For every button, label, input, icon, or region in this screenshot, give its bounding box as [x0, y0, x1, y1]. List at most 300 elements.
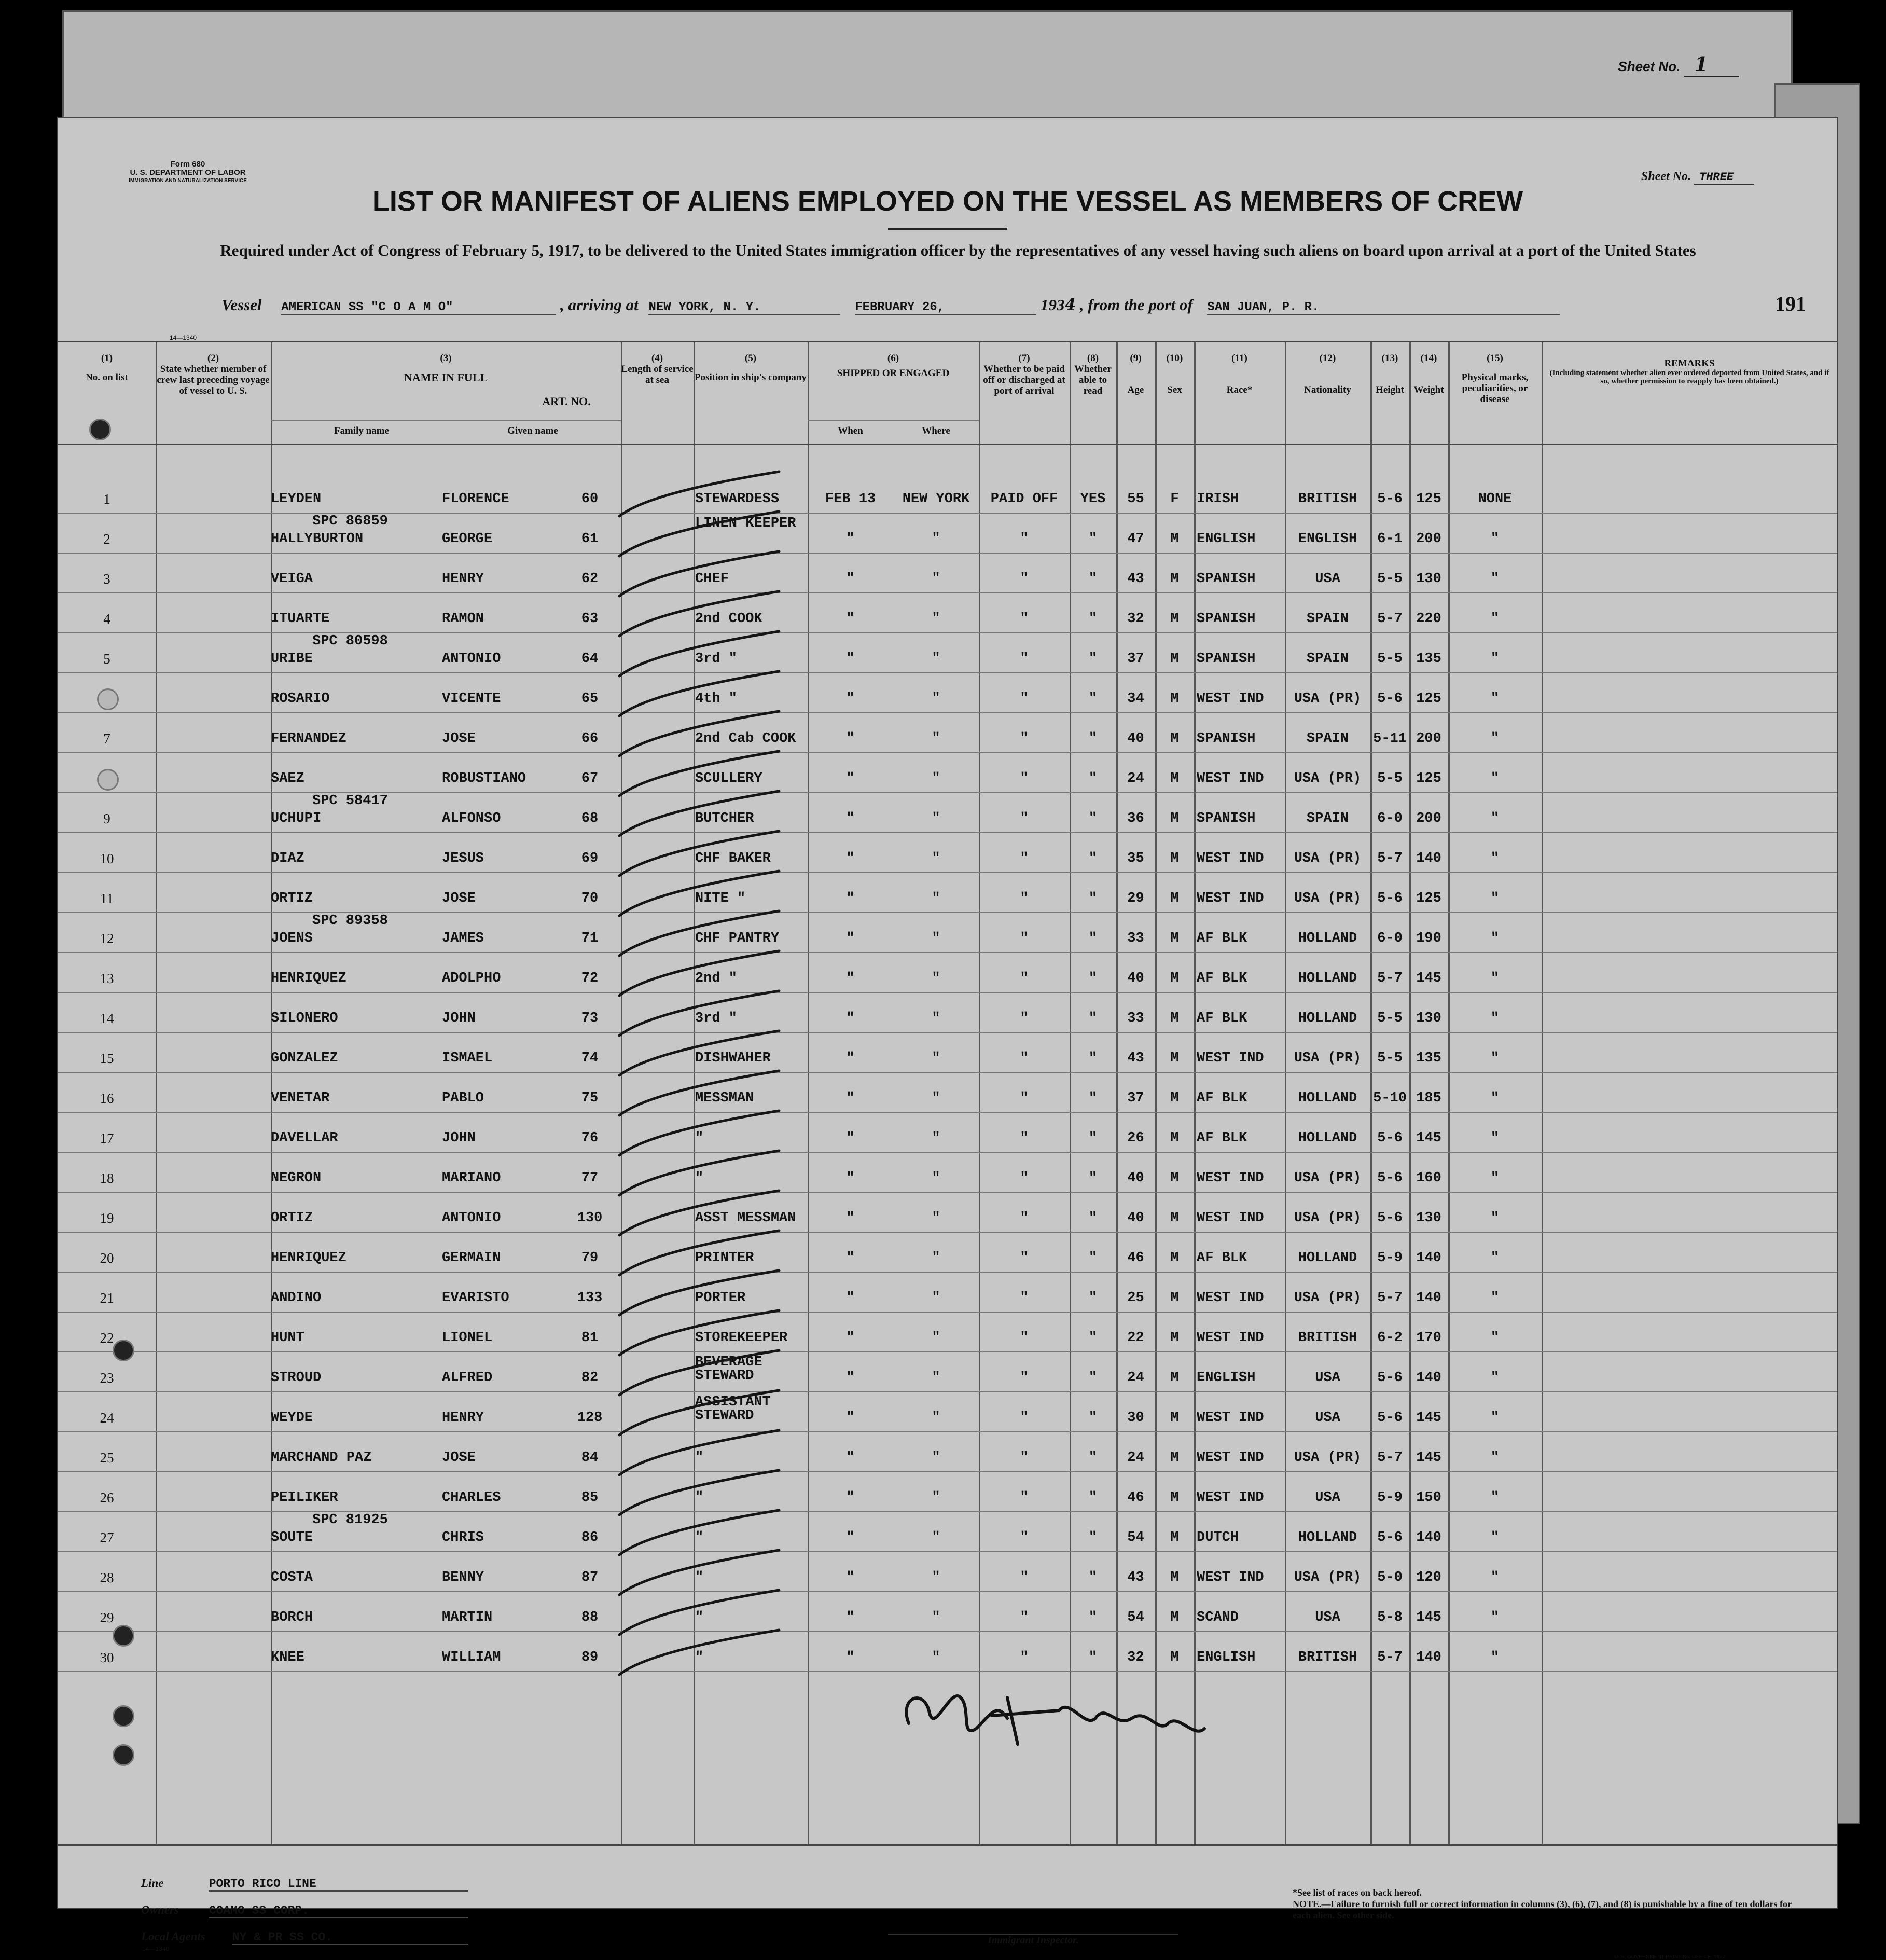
shipped-when: "	[846, 811, 855, 826]
nationality: USA	[1315, 1410, 1340, 1426]
art-number: 85	[581, 1490, 599, 1506]
physical-marks: "	[1490, 1610, 1500, 1625]
races-note: *See list of races on back hereof.	[1293, 1887, 1422, 1898]
given-name: WILLIAM	[442, 1650, 501, 1665]
remarks-header	[1542, 358, 1837, 385]
given-name: JOHN	[442, 1011, 476, 1026]
weight: 220	[1416, 611, 1441, 627]
shipped-when: "	[846, 1210, 855, 1226]
fine-note: NOTE.—Failure to furnish full or correct information in columns (3), (6), (7), and (8) is punishable by a fine of ten dollars for each alien. See other side.	[1293, 1899, 1792, 1921]
col-9-num: (9)	[1130, 353, 1142, 364]
table-row	[58, 1113, 1837, 1153]
table-row	[58, 913, 1837, 953]
row-number: 5	[103, 651, 110, 667]
race: AF BLK	[1197, 971, 1247, 986]
height: 5-7	[1377, 1650, 1403, 1665]
col-7-title: Whether to be paid off or discharged at port of arrival	[983, 364, 1065, 396]
pen-stroke	[613, 1627, 784, 1684]
row-number: 3	[103, 571, 110, 587]
nationality: USA (PR)	[1294, 691, 1362, 707]
able-to-read: "	[1088, 611, 1098, 627]
row-number: 10	[100, 851, 114, 866]
weight: 140	[1416, 1250, 1441, 1266]
col-2-header	[156, 353, 271, 396]
shipped-where: "	[932, 1490, 940, 1506]
given-name: VICENTE	[442, 691, 501, 707]
family-name: WEYDE	[271, 1410, 313, 1426]
line-field	[141, 1876, 468, 1892]
table-row	[58, 1233, 1837, 1273]
printer-imprint: U. S. GOVERNMENT PRINTING OFFICE: 1932	[1614, 1954, 1726, 1960]
physical-marks: "	[1490, 1250, 1500, 1266]
spc-number: SPC 80598	[312, 633, 388, 649]
corner-sheet-no	[1618, 52, 1739, 76]
col-11-header	[1194, 353, 1285, 395]
weight: 145	[1416, 1410, 1441, 1426]
sex: M	[1170, 811, 1179, 826]
shipped-when: "	[846, 1570, 855, 1585]
corner-sheet-value: 1	[1684, 52, 1739, 77]
shipped-where: "	[932, 691, 940, 707]
able-to-read: "	[1088, 811, 1098, 826]
table-row	[58, 713, 1837, 753]
nationality: SPAIN	[1306, 811, 1349, 826]
art-number: 65	[581, 691, 599, 707]
art-number: 89	[581, 1650, 599, 1665]
nationality: ENGLISH	[1298, 531, 1357, 547]
family-name: PEILIKER	[271, 1490, 338, 1506]
able-to-read: "	[1088, 1530, 1098, 1545]
able-to-read: YES	[1080, 491, 1106, 507]
shipped-when: "	[846, 531, 855, 547]
agents-value: NY & PR SS CO.	[232, 1930, 468, 1945]
sex: M	[1170, 1250, 1179, 1266]
age: 55	[1127, 491, 1144, 507]
physical-marks: "	[1490, 931, 1500, 946]
weight: 125	[1416, 491, 1441, 507]
age: 30	[1127, 1410, 1144, 1426]
shipped-subrule	[808, 420, 979, 421]
col-11-num: (11)	[1231, 353, 1247, 364]
col-8-num: (8)	[1087, 353, 1099, 364]
weight: 200	[1416, 811, 1441, 826]
weight: 170	[1416, 1330, 1441, 1346]
race: SPANISH	[1197, 651, 1256, 667]
height: 5-6	[1377, 1210, 1403, 1226]
row-number: 16	[100, 1091, 114, 1106]
family-name: SOUTE	[271, 1530, 313, 1545]
sex: M	[1170, 1530, 1179, 1545]
shipped-when: "	[846, 851, 855, 866]
age: 32	[1127, 611, 1144, 627]
row-number: 9	[103, 811, 110, 826]
shipped-where: "	[932, 1170, 940, 1186]
height: 5-5	[1377, 651, 1403, 667]
art-number: 86	[581, 1530, 599, 1545]
punch-hole	[113, 1744, 134, 1766]
position: PORTER	[695, 1290, 746, 1306]
art-number: 84	[581, 1450, 599, 1466]
nationality: USA (PR)	[1294, 851, 1362, 866]
paid-off: "	[1020, 1330, 1029, 1346]
row-number: 23	[100, 1370, 114, 1386]
nationality: BRITISH	[1298, 1330, 1357, 1346]
position: CHF PANTRY	[695, 931, 780, 946]
family-name: COSTA	[271, 1570, 313, 1585]
year-suffix: 4	[1064, 296, 1076, 314]
weight: 145	[1416, 1450, 1441, 1466]
sex: F	[1170, 491, 1179, 507]
paid-off: "	[1020, 971, 1029, 986]
col-3-num: (3)	[440, 353, 452, 364]
vessel-line	[221, 296, 1710, 315]
height: 6-2	[1377, 1330, 1403, 1346]
page-title: LIST OR MANIFEST OF ALIENS EMPLOYED ON THE VESSEL AS MEMBERS OF CREW	[372, 186, 1523, 217]
position: "	[695, 1650, 704, 1665]
race: WEST IND	[1197, 771, 1264, 786]
form-number: Form 680	[170, 160, 205, 169]
table-row	[58, 1193, 1837, 1233]
weight: 145	[1416, 971, 1441, 986]
physical-marks: "	[1490, 1210, 1500, 1226]
weight: 145	[1416, 1130, 1441, 1146]
race: AF BLK	[1197, 1250, 1247, 1266]
physical-marks: "	[1490, 811, 1500, 826]
punch-hole	[113, 1625, 134, 1647]
given-name: GERMAIN	[442, 1250, 501, 1266]
physical-marks: "	[1490, 1170, 1500, 1186]
weight: 200	[1416, 731, 1441, 747]
age: 32	[1127, 1650, 1144, 1665]
paid-off: "	[1020, 691, 1029, 707]
height: 5-6	[1377, 691, 1403, 707]
height: 5-8	[1377, 1610, 1403, 1625]
shipped-where: "	[932, 531, 940, 547]
position: PRINTER	[695, 1250, 754, 1266]
shipped-when: "	[846, 1250, 855, 1266]
race: WEST IND	[1197, 1410, 1264, 1426]
col-14-num: (14)	[1420, 353, 1437, 364]
inspector-label: Immigrant Inspector.	[888, 1934, 1178, 1947]
weight: 140	[1416, 1650, 1441, 1665]
page-number: 191	[1775, 292, 1806, 315]
table-row	[58, 833, 1837, 873]
position: NITE "	[695, 891, 746, 906]
age: 40	[1127, 731, 1144, 747]
art-number: 76	[581, 1130, 599, 1146]
art-number: 68	[581, 811, 599, 826]
physical-marks: "	[1490, 1091, 1500, 1106]
race: SPANISH	[1197, 571, 1256, 587]
height: 5-5	[1377, 771, 1403, 786]
paid-off: "	[1020, 1091, 1029, 1106]
col-6-num: (6)	[887, 353, 899, 364]
table-body	[58, 445, 1837, 1841]
position: "	[695, 1490, 704, 1506]
nationality: BRITISH	[1298, 1650, 1357, 1665]
height: 5-7	[1377, 971, 1403, 986]
nationality: HOLLAND	[1298, 1011, 1357, 1026]
col-8-header	[1070, 353, 1116, 396]
paid-off: "	[1020, 811, 1029, 826]
nationality: USA (PR)	[1294, 1210, 1362, 1226]
physical-marks: "	[1490, 1051, 1500, 1066]
shipped-where: "	[932, 1130, 940, 1146]
sex: M	[1170, 1051, 1179, 1066]
manifest-sheet	[57, 117, 1838, 1960]
weight: 140	[1416, 1530, 1441, 1545]
given-name: CHARLES	[442, 1490, 501, 1506]
row-number: 11	[100, 891, 114, 906]
nationality: SPAIN	[1306, 651, 1349, 667]
race: WEST IND	[1197, 1170, 1264, 1186]
able-to-read: "	[1088, 651, 1098, 667]
nationality: USA	[1315, 571, 1340, 587]
age: 46	[1127, 1250, 1144, 1266]
art-number: 75	[581, 1091, 599, 1106]
arrival-port: NEW YORK, N. Y.	[648, 300, 840, 315]
row-number: 12	[100, 931, 114, 946]
shipped-where: "	[932, 1330, 940, 1346]
given-name: PABLO	[442, 1091, 484, 1106]
row-number: 20	[100, 1250, 114, 1266]
sex: M	[1170, 1450, 1179, 1466]
art-number: 71	[581, 931, 599, 946]
height: 5-9	[1377, 1250, 1403, 1266]
col-4-num: (4)	[651, 353, 663, 364]
service-name: IMMIGRATION AND NATURALIZATION SERVICE	[129, 178, 247, 184]
line-value: PORTO RICO LINE	[209, 1877, 468, 1892]
position: ASST MESSMAN	[695, 1210, 796, 1226]
nationality: HOLLAND	[1298, 1130, 1357, 1146]
col-14-header	[1409, 353, 1448, 395]
art-number: 60	[581, 491, 599, 507]
able-to-read: "	[1088, 1210, 1098, 1226]
col-where-header: Where	[922, 425, 950, 436]
col-1-num: (1)	[101, 353, 113, 364]
position: CHF BAKER	[695, 851, 771, 866]
shipped-when: "	[846, 1450, 855, 1466]
sex: M	[1170, 1130, 1179, 1146]
race: WEST IND	[1197, 1290, 1264, 1306]
shipped-where: "	[932, 1290, 940, 1306]
position: STOREKEEPER	[695, 1330, 788, 1346]
row-number: 2	[103, 531, 110, 547]
family-name: VENETAR	[271, 1091, 330, 1106]
family-name: NEGRON	[271, 1170, 322, 1186]
physical-marks: "	[1490, 531, 1500, 547]
age: 43	[1127, 1570, 1144, 1585]
col-2-title: State whether member of crew last preceding voyage of vessel to U. S.	[157, 364, 270, 396]
height: 5-5	[1377, 1011, 1403, 1026]
family-name: SILONERO	[271, 1011, 338, 1026]
spc-number: SPC 89358	[312, 913, 388, 929]
able-to-read: "	[1088, 1490, 1098, 1506]
col-7-header	[979, 353, 1070, 396]
nationality: HOLLAND	[1298, 1091, 1357, 1106]
age: 33	[1127, 931, 1144, 946]
able-to-read: "	[1088, 1130, 1098, 1146]
height: 5-7	[1377, 1290, 1403, 1306]
physical-marks: "	[1490, 731, 1500, 747]
able-to-read: "	[1088, 851, 1098, 866]
sex: M	[1170, 891, 1179, 906]
col-12-header	[1285, 353, 1370, 395]
nationality: USA	[1315, 1610, 1340, 1625]
art-number: 66	[581, 731, 599, 747]
footer-notes	[1293, 1887, 1811, 1921]
shipped-where: "	[932, 651, 940, 667]
height: 5-6	[1377, 891, 1403, 906]
col-5-header	[694, 353, 808, 383]
able-to-read: "	[1088, 531, 1098, 547]
shipped-when: "	[846, 1091, 855, 1106]
family-name: ANDINO	[271, 1290, 322, 1306]
age: 37	[1127, 1091, 1144, 1106]
given-name: ANTONIO	[442, 1210, 501, 1226]
shipped-when: "	[846, 1370, 855, 1386]
race: SCAND	[1197, 1610, 1239, 1625]
col-12-num: (12)	[1319, 353, 1336, 364]
shipped-when: "	[846, 651, 855, 667]
given-name: MARIANO	[442, 1170, 501, 1186]
inspector-signature	[888, 1666, 1220, 1755]
race: SPANISH	[1197, 731, 1256, 747]
paid-off: "	[1020, 1170, 1029, 1186]
height: 5-11	[1373, 731, 1407, 747]
shipped-when: "	[846, 1170, 855, 1186]
able-to-read: "	[1088, 1051, 1098, 1066]
table-row	[58, 633, 1837, 673]
col-3-title: NAME IN FULL	[404, 371, 488, 384]
sex: M	[1170, 531, 1179, 547]
punch-hole	[89, 419, 111, 440]
shipped-where: "	[932, 1210, 940, 1226]
sex: M	[1170, 1091, 1179, 1106]
weight: 130	[1416, 1210, 1441, 1226]
shipped-where: "	[932, 771, 940, 786]
able-to-read: "	[1088, 1290, 1098, 1306]
table-row	[58, 1033, 1837, 1073]
shipped-where: "	[932, 1450, 940, 1466]
paid-off: "	[1020, 1250, 1029, 1266]
table-row	[58, 514, 1837, 554]
race: WEST IND	[1197, 1450, 1264, 1466]
departure-port: SAN JUAN, P. R.	[1207, 300, 1560, 315]
position: "	[695, 1450, 704, 1466]
position: BEVERAGE STEWARD	[695, 1355, 762, 1384]
nationality: BRITISH	[1298, 491, 1357, 507]
sex: M	[1170, 651, 1179, 667]
able-to-read: "	[1088, 1450, 1098, 1466]
shipped-where: "	[932, 611, 940, 627]
art-number: 128	[577, 1410, 603, 1426]
physical-marks: "	[1490, 1130, 1500, 1146]
punch-hole	[113, 1340, 134, 1361]
given-name: ANTONIO	[442, 651, 501, 667]
row-number: 28	[100, 1570, 114, 1585]
weight: 185	[1416, 1091, 1441, 1106]
art-number: 77	[581, 1170, 599, 1186]
weight: 190	[1416, 931, 1441, 946]
footer-code: 14—1340	[142, 1945, 170, 1952]
weight: 140	[1416, 1370, 1441, 1386]
punch-hole	[113, 1705, 134, 1727]
shipped-when: "	[846, 1530, 855, 1545]
family-name: DAVELLAR	[271, 1130, 338, 1146]
age: 47	[1127, 531, 1144, 547]
sex: M	[1170, 1011, 1179, 1026]
shipped-where: "	[932, 1250, 940, 1266]
arrival-date: FEBRUARY 26,	[855, 300, 1036, 315]
shipped-where: "	[932, 891, 940, 906]
sex: M	[1170, 731, 1179, 747]
family-name: HENRIQUEZ	[271, 971, 346, 986]
shipped-when: "	[846, 1051, 855, 1066]
spc-number: SPC 58417	[312, 793, 388, 809]
age: 54	[1127, 1530, 1144, 1545]
paid-off: "	[1020, 1410, 1029, 1426]
age: 40	[1127, 971, 1144, 986]
position: "	[695, 1530, 704, 1545]
row-number: 25	[100, 1450, 114, 1466]
height: 5-6	[1377, 1130, 1403, 1146]
physical-marks: "	[1490, 1011, 1500, 1026]
form-block	[120, 160, 255, 185]
agents-label: Local Agents	[141, 1930, 205, 1943]
paid-off: "	[1020, 1051, 1029, 1066]
height: 5-0	[1377, 1570, 1403, 1585]
shipped-when: "	[846, 731, 855, 747]
paid-off: "	[1020, 851, 1029, 866]
sex: M	[1170, 931, 1179, 946]
art-number: 69	[581, 851, 599, 866]
paid-off: "	[1020, 611, 1029, 627]
shipped-when: "	[846, 611, 855, 627]
corner-sheet-label: Sheet No.	[1618, 59, 1681, 74]
given-name: JAMES	[442, 931, 484, 946]
row-number: 19	[100, 1210, 114, 1226]
shipped-where: "	[932, 851, 940, 866]
table-row	[58, 993, 1837, 1033]
weight: 125	[1416, 691, 1441, 707]
table-row	[58, 1552, 1837, 1592]
nationality: USA	[1315, 1370, 1340, 1386]
given-name: ALFONSO	[442, 811, 501, 826]
punch-hole	[97, 688, 119, 710]
agents-field	[141, 1930, 468, 1945]
shipped-where: "	[932, 1091, 940, 1106]
col-5-title: Position in ship's company	[695, 372, 807, 383]
table-row	[58, 1392, 1837, 1432]
able-to-read: "	[1088, 771, 1098, 786]
height: 5-6	[1377, 1530, 1403, 1545]
arriving-label: , arriving at	[560, 296, 639, 314]
given-name: BENNY	[442, 1570, 484, 1585]
given-name: ALFRED	[442, 1370, 493, 1386]
art-number: 64	[581, 651, 599, 667]
height: 5-5	[1377, 571, 1403, 587]
name-subrule	[271, 420, 621, 421]
age: 36	[1127, 811, 1144, 826]
height: 5-10	[1373, 1091, 1407, 1106]
position: LINEN KEEPER	[695, 516, 796, 531]
weight: 135	[1416, 651, 1441, 667]
given-name: MARTIN	[442, 1610, 493, 1625]
sex: M	[1170, 1610, 1179, 1625]
race: ENGLISH	[1197, 1370, 1256, 1386]
art-number: 87	[581, 1570, 599, 1585]
